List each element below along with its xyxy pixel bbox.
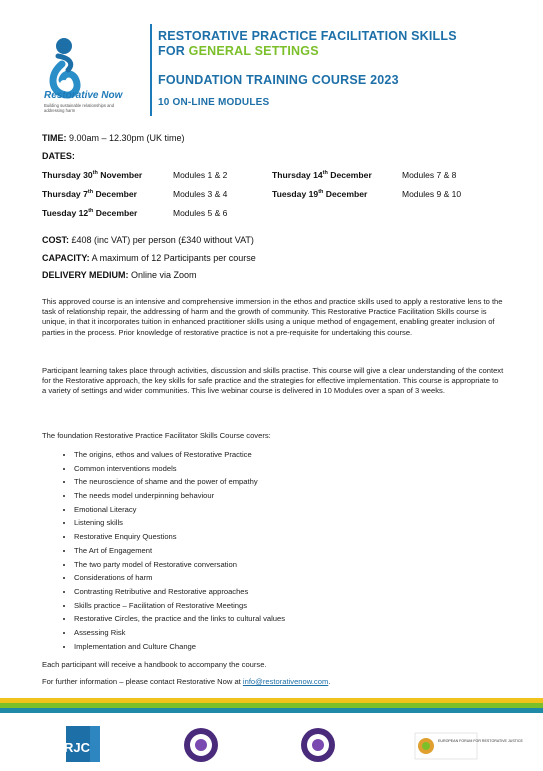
time-value: 9.00am – 12.30pm (UK time): [66, 133, 185, 143]
brand-name: Restorative Now: [44, 90, 123, 101]
delivery-value: Online via Zoom: [128, 270, 197, 280]
further-prefix: For further information – please contact Restorative Now at: [42, 677, 243, 686]
list-item: • The two party model of Restorative conversation: [74, 558, 285, 572]
list-item: • The neuroscience of shame and the power of empathy: [74, 475, 285, 489]
list-item: • Common interventions models: [74, 462, 285, 476]
list-item: • Restorative Circles, the practice and the links to cultural values: [74, 612, 285, 626]
modules-title: 10 ON-LINE MODULES: [158, 97, 270, 108]
date-item: Thursday 7th December: [42, 189, 138, 199]
list-item: • Skills practice – Facilitation of Restorative Meetings: [74, 599, 285, 613]
further-suffix: .: [328, 677, 331, 686]
date-item: Tuesday 19th December: [272, 189, 368, 199]
handbook-note: Each participant will receive a handbook to accompany the course.: [42, 660, 267, 669]
date-item: Thursday 30th November: [42, 170, 143, 180]
list-item: • Listening skills: [74, 516, 285, 530]
title-line-2: [158, 44, 457, 59]
svg-text:EUROPEAN FORUM FOR RESTORATIVE: [438, 739, 524, 743]
date-item: Tuesday 12th December: [42, 208, 138, 218]
topics-list: [58, 448, 285, 653]
brand-tagline: Building sustainable relationships and addressing harm: [44, 103, 115, 113]
time-label: TIME:: [42, 133, 67, 143]
list-item: • The Art of Engagement: [74, 544, 285, 558]
list-item: • Implementation and Culture Change: [74, 640, 285, 654]
cost-value: £408 (inc VAT) per person (£340 without VAT): [69, 235, 254, 245]
list-item: • Restorative Enquiry Questions: [74, 530, 285, 544]
capacity-value: A maximum of 12 Participants per course: [89, 253, 256, 263]
registered-practitioner-badge: [300, 727, 336, 763]
time-line: [42, 133, 185, 143]
date-modules: Modules 7 & 8: [402, 170, 457, 180]
contact-email-link[interactable]: info@restorativenow.com: [242, 677, 329, 686]
delivery-line: [42, 270, 197, 280]
learning-paragraph: Participant learning takes place through activities, discussion and skills practise. This course will give a clear understanding of the context for the Restorative approach, the key skills for safe practice and the strategies for effective implementation. This course is appropriate to a variety of settings and wider communities. This live webinar course is delivered in 10 Modules over a span of 3 weeks.: [42, 366, 504, 396]
capacity-line: [42, 253, 256, 263]
list-item: • Considerations of harm: [74, 571, 285, 585]
dates-heading: DATES:: [42, 151, 75, 161]
capacity-label: CAPACITY:: [42, 253, 90, 263]
title-line-2-prefix: FOR: [158, 44, 189, 58]
footer-band-teal: [0, 708, 543, 713]
title-line-1: RESTORATIVE PRACTICE FACILITATION SKILLS: [158, 29, 457, 43]
header-divider: [150, 24, 152, 116]
registered-trainer-badge: [183, 727, 219, 763]
list-item: • The origins, ethos and values of Restorative Practice: [74, 448, 285, 462]
list-item: • The needs model underpinning behaviour: [74, 489, 285, 503]
date-modules: Modules 3 & 4: [173, 189, 228, 199]
title-highlight: GENERAL SETTINGS: [188, 44, 319, 58]
european-forum-logo: [415, 733, 523, 759]
cost-line: [42, 235, 254, 245]
covers-intro: The foundation Restorative Practice Facilitator Skills Course covers:: [42, 431, 271, 440]
rjc-text: RJC: [63, 740, 91, 755]
list-item: • Emotional Literacy: [74, 503, 285, 517]
cost-label: COST:: [42, 235, 69, 245]
date-modules: Modules 9 & 10: [402, 189, 462, 199]
course-title: FOUNDATION TRAINING COURSE 2023: [158, 73, 399, 87]
delivery-label: DELIVERY MEDIUM:: [42, 270, 129, 280]
further-info: [42, 677, 330, 686]
date-modules: Modules 1 & 2: [173, 170, 228, 180]
rjc-logo: [63, 726, 100, 762]
date-item: Thursday 14th December: [272, 170, 372, 180]
list-item: • Assessing Risk: [74, 626, 285, 640]
forum-text: EUROPEAN FORUM FOR RESTORATIVE JUSTICE: [438, 739, 523, 743]
date-modules: Modules 5 & 6: [173, 208, 228, 218]
page-title: [158, 29, 457, 59]
list-item: • Contrasting Retributive and Restorative approaches: [74, 585, 285, 599]
intro-paragraph: This approved course is an intensive and comprehensive immersion in the ethos and practice skills used to apply a restorative lens to the task of relationship repair, the addressing of harm and the growth of community. This Restorative Practice Facilitation Skills course is unique, in that it incorporates tuition in enhanced practitioner skills using a unique method of engagement, enabling greater inclusion of parties in the process. Prior knowledge of restorative practice is not a pre-requisite for undertaking this course.: [42, 297, 503, 337]
